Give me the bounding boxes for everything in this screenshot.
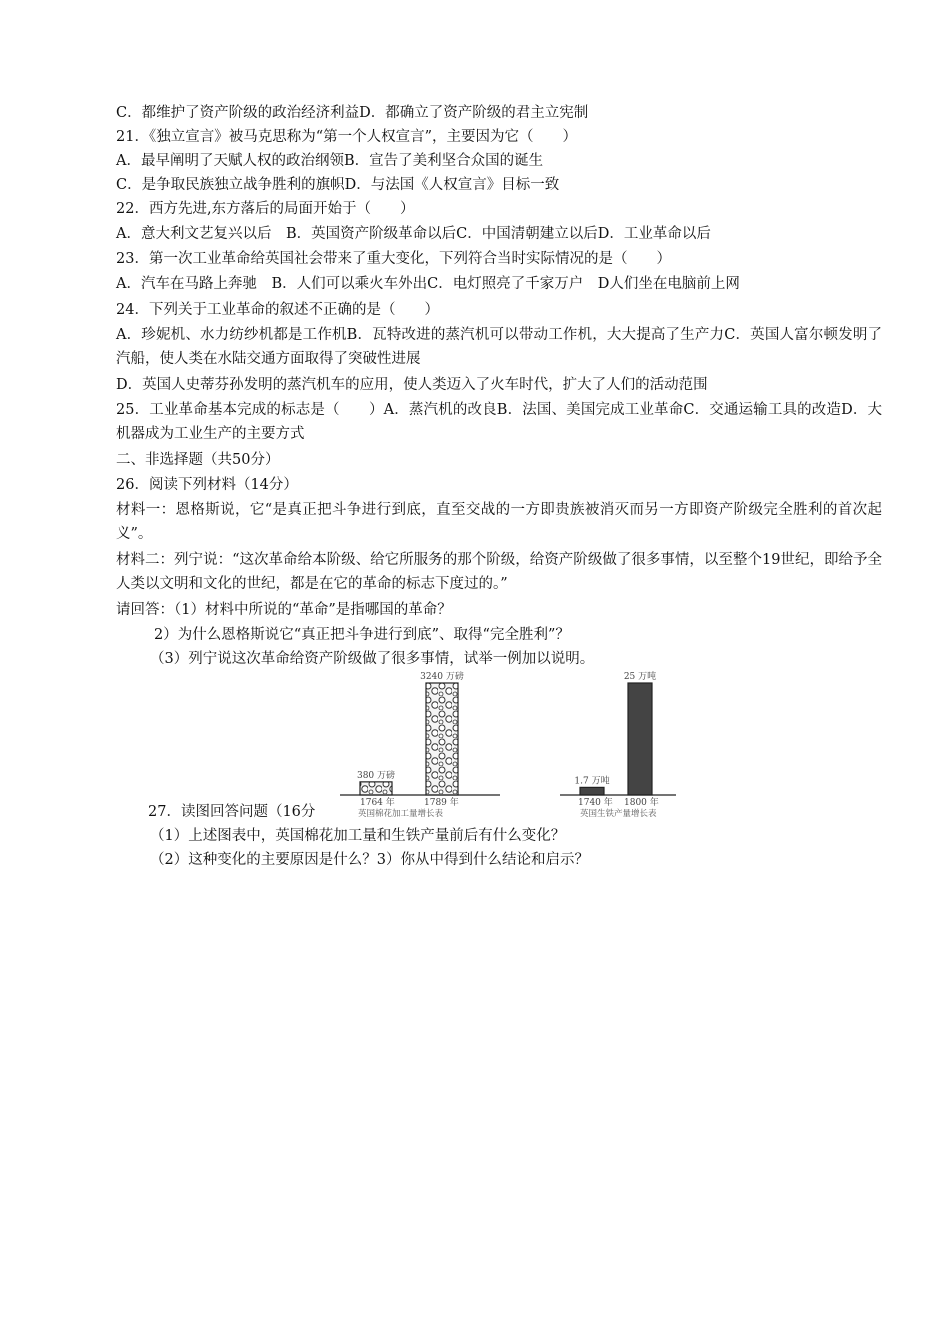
question-27-1: （1）上述图表中，英国棉花加工量和生铁产量前后有什么变化？ <box>150 828 566 844</box>
material-2: 材料二：列宁说：“这次革命给本阶级、给它所服务的那个阶级，给资产阶级做了很多事情，以至整个19世纪，即给予全人类以文明和文化的世纪，都是在它的革命的标志下度过的。” <box>116 552 882 592</box>
iron-data-label-2: 25 万吨 <box>623 672 657 682</box>
question-25: 25．工业革命基本完成的标志是（ ）A．蒸汽机的改良B．法国、美国完成工业革命C．交通运输工具的改造D．大机器成为工业生产的主要方式 <box>116 402 882 442</box>
iron-bar-2 <box>628 683 652 795</box>
question-27: 27．读图回答问题（16分 <box>148 804 316 820</box>
options-24-d: D．英国人史蒂芬孙发明的蒸汽机车的应用，使人类迈入了火车时代，扩大了人们的活动范围 <box>116 377 708 393</box>
iron-chart <box>560 668 680 824</box>
iron-bar-1 <box>580 787 604 795</box>
options-21-cd: C．是争取民族独立战争胜利的旗帜D．与法国《人权宣言》目标一致 <box>116 177 560 193</box>
option-line-20c-20d: C．都维护了资产阶级的政治经济利益D．都确立了资产阶级的君主立宪制 <box>116 105 589 121</box>
question-27-2: （2）这种变化的主要原因是什么？3）你从中得到什么结论和启示？ <box>150 852 589 868</box>
options-24-abc: A．珍妮机、水力纺纱机都是工作机B．瓦特改进的蒸汽机可以带动工作机，大大提高了生产力C．英国人富尔顿发明了汽船，使人类在水陆交通方面取得了突破性进展 <box>116 327 882 367</box>
iron-cat-1: 1740 年 <box>578 798 613 808</box>
cotton-bar-1 <box>360 782 392 795</box>
question-26-3: （3）列宁说这次革命给资产阶级做了很多事情，试举一例加以说明。 <box>150 651 595 667</box>
cotton-data-label-2: 3240 万磅 <box>420 672 464 682</box>
iron-data-label-1: 1.7 万吨 <box>574 776 610 787</box>
cotton-chart <box>340 668 500 824</box>
cotton-cat-2: 1789 年 <box>424 798 459 808</box>
section-heading-2: 二、非选择题（共50分） <box>116 452 280 468</box>
question-21: 21．《独立宣言》被马克思称为“第一个人权宣言”，主要因为它（ ） <box>116 129 578 145</box>
iron-cat-2: 1800 年 <box>624 798 659 808</box>
iron-title: 英国生铁产量增长表 <box>580 809 657 819</box>
question-26-2: 2）为什么恩格斯说它“真正把斗争进行到底”、取得“完全胜利”？ <box>154 627 570 643</box>
options-23: A．汽车在马路上奔驰 B．人们可以乘火车外出C．电灯照亮了千家万户 D人们坐在电脑前上网 <box>116 276 740 292</box>
question-26: 26．阅读下列材料（14分） <box>116 477 298 493</box>
cotton-chart-svg <box>340 668 500 820</box>
iron-chart-svg <box>560 668 680 820</box>
cotton-data-label-1: 380 万磅 <box>356 770 396 781</box>
material-1: 材料一：恩格斯说，它“是真正把斗争进行到底，直至交战的一方即贵族被消灭而另一方即资产阶级完全胜利的首次起义”。 <box>116 502 882 542</box>
question-24: 24．下列关于工业革命的叙述不正确的是（ ） <box>116 302 439 318</box>
question-22: 22．西方先进,东方落后的局面开始于（ ） <box>116 201 415 217</box>
options-22: A．意大利文艺复兴以后 B．英国资产阶级革命以后C．中国清朝建立以后D．工业革命以后 <box>116 226 711 242</box>
cotton-cat-1: 1764 年 <box>360 798 395 808</box>
cotton-bar-2 <box>426 683 458 795</box>
cotton-title: 英国棉花加工量增长表 <box>358 809 444 819</box>
question-26-1: 请回答：（1）材料中所说的“革命”是指哪国的革命？ <box>116 602 452 618</box>
question-23: 23．第一次工业革命给英国社会带来了重大变化，下列符合当时实际情况的是（ ） <box>116 251 671 267</box>
options-21-ab: A．最早阐明了天赋人权的政治纲领B．宣告了美利坚合众国的诞生 <box>116 153 544 169</box>
